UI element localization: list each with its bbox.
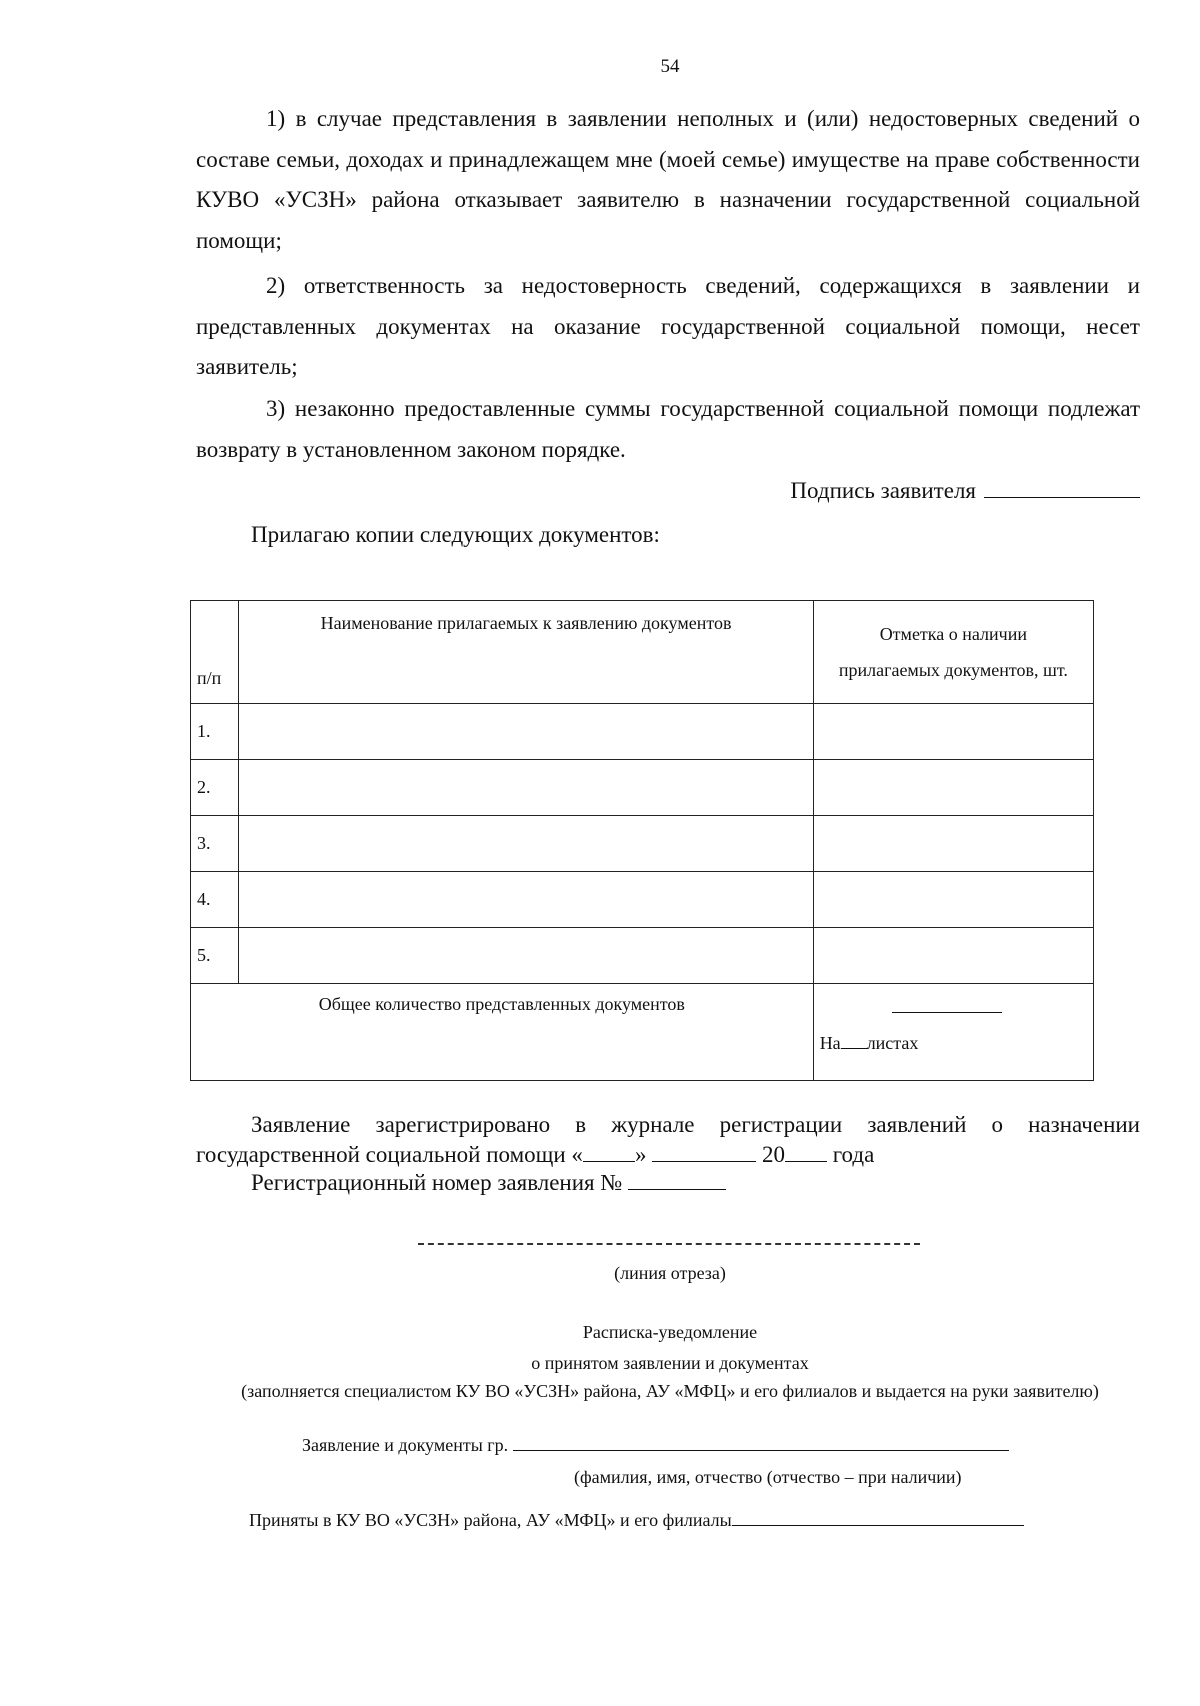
registration-number-field[interactable] xyxy=(628,1167,726,1190)
applicant-row xyxy=(302,1432,1009,1456)
registration-year-suffix: года xyxy=(832,1142,875,1167)
accepted-label: Приняты в КУ ВО «УСЗН» района, АУ «МФЦ» и его филиалы xyxy=(249,1510,732,1530)
applicant-label: Заявление и документы гр. xyxy=(302,1435,509,1455)
row-number: 5. xyxy=(191,928,239,984)
paragraph-3: 3) незаконно предоставленные суммы государственной социальной помощи подлежат возврату в установленном законом порядке. xyxy=(196,396,1140,462)
registration-text: Заявление зарегистрировано в журнале регистрации заявлений о назначении государственной социальной помощи « xyxy=(196,1112,1140,1167)
table-header-row xyxy=(191,601,1094,704)
registration-statement xyxy=(196,1110,1140,1169)
receipt-title: Расписка-уведомление xyxy=(582,1322,758,1342)
table-row xyxy=(191,760,1094,816)
signature-field[interactable] xyxy=(984,473,1140,498)
document-mark-cell[interactable] xyxy=(813,872,1093,928)
document-name-cell[interactable] xyxy=(239,704,813,760)
applicant-name-field[interactable] xyxy=(513,1432,1009,1451)
row-number: 2. xyxy=(191,760,239,816)
registration-year-field[interactable] xyxy=(785,1139,827,1162)
table-row xyxy=(191,872,1094,928)
sheets-count-field[interactable] xyxy=(841,1030,867,1049)
table-row xyxy=(191,816,1094,872)
paragraph-2: 2) ответственность за недостоверность сведений, содержащихся в заявлении и представленных документах на оказание государственной социальной помощи, несет заявитель; xyxy=(196,273,1140,379)
applicant-signature xyxy=(790,473,1140,504)
sheets-suffix: листах xyxy=(866,1033,919,1053)
total-mark-cell xyxy=(813,984,1093,1081)
fio-caption: (фамилия, имя, отчество (отчество – при наличии) xyxy=(574,1467,962,1487)
registration-year-prefix: 20 xyxy=(761,1142,785,1167)
header-mark-line1: Отметка о наличии xyxy=(879,624,1027,644)
document-name-cell[interactable] xyxy=(239,928,813,984)
total-count-field[interactable] xyxy=(892,1012,1002,1013)
accepted-field[interactable] xyxy=(732,1507,1024,1526)
header-name: Наименование прилагаемых к заявлению документов xyxy=(239,601,813,704)
document-name-cell[interactable] xyxy=(239,816,813,872)
table-row xyxy=(191,704,1094,760)
attachments-heading: Прилагаю копии следующих документов: xyxy=(251,522,660,547)
header-mark-line2: прилагаемых документов, шт. xyxy=(838,660,1068,680)
receipt-note: (заполняется специалистом КУ ВО «УСЗН» района, АУ «МФЦ» и его филиалов и выдается на руки заявителю) xyxy=(241,1381,1099,1401)
accepted-row xyxy=(249,1507,1024,1531)
header-num: п/п xyxy=(191,601,239,704)
cut-line-caption: (линия отреза) xyxy=(614,1263,726,1283)
paragraph-1: 1) в случае представления в заявлении неполных и (или) недостоверных сведений о составе семьи, доходах и принадлежащем мне (моей семье) имуществе на праве собственности КУВО «УСЗН» района отказывает заявителю в назначении государственной социальной помощи; xyxy=(196,106,1140,253)
header-mark xyxy=(813,601,1093,704)
row-number: 1. xyxy=(191,704,239,760)
document-mark-cell[interactable] xyxy=(813,928,1093,984)
registration-number-label: Регистрационный номер заявления № xyxy=(251,1170,623,1195)
cut-line xyxy=(418,1243,920,1245)
document-mark-cell[interactable] xyxy=(813,816,1093,872)
registration-day-field[interactable] xyxy=(583,1139,635,1162)
registration-quote-close: » xyxy=(634,1142,647,1167)
total-sheets xyxy=(820,1030,919,1054)
document-mark-cell[interactable] xyxy=(813,760,1093,816)
document-name-cell[interactable] xyxy=(239,872,813,928)
receipt-subtitle: о принятом заявлении и документах xyxy=(531,1353,809,1373)
document-mark-cell[interactable] xyxy=(813,704,1093,760)
signature-label: Подпись заявителя xyxy=(790,478,976,503)
document-name-cell[interactable] xyxy=(239,760,813,816)
row-number: 3. xyxy=(191,816,239,872)
page-number: 54 xyxy=(660,56,680,77)
total-row xyxy=(191,984,1094,1081)
table-row xyxy=(191,928,1094,984)
total-label: Общее количество представленных документов xyxy=(191,984,814,1081)
row-number: 4. xyxy=(191,872,239,928)
documents-table xyxy=(190,600,1094,1081)
registration-month-field[interactable] xyxy=(652,1139,756,1162)
sheets-prefix: На xyxy=(819,1033,841,1053)
registration-number xyxy=(251,1167,726,1196)
